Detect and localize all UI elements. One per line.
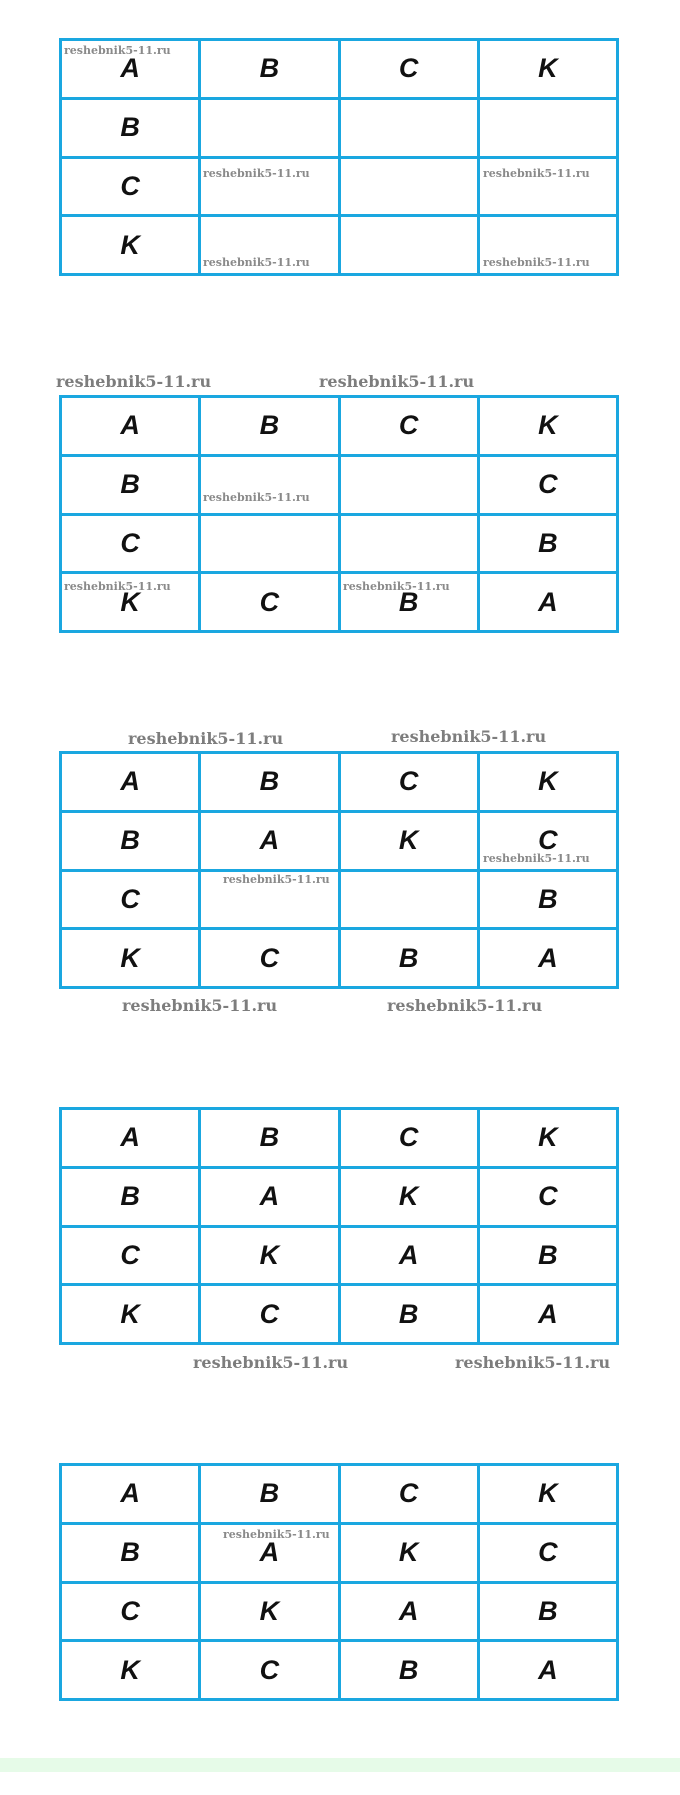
cell-letter: A [120,1122,140,1153]
cell-letter: K [120,1298,140,1329]
cell-letter: A [538,942,558,973]
grid-cell [61,929,200,988]
grid-row [61,514,618,573]
grid-cell [339,1465,478,1524]
watermark-text: reshebnik5-11.ru [64,44,171,57]
grid-cell [478,573,617,632]
watermark-text: reshebnik5-11.ru [203,491,310,504]
grid-row [61,1167,618,1226]
cell-letter: A [120,410,140,441]
grid-row [61,1523,618,1582]
grid-cell [339,1523,478,1582]
watermark-text: reshebnik5-11.ru [122,996,278,1015]
watermark-text: reshebnik5-11.ru [343,580,450,593]
watermark-text: reshebnik5-11.ru [319,372,475,391]
grid-cell [339,40,478,99]
cell-letter: C [259,586,280,617]
watermark-text: reshebnik5-11.ru [483,167,590,180]
cell-letter: A [538,1298,558,1329]
watermark-text: reshebnik5-11.ru [391,727,547,746]
cell-letter: A [259,1181,280,1212]
grid-cell [478,870,617,929]
grid-cell [200,753,339,812]
cell-letter: C [398,410,419,441]
grid-cell [478,1465,617,1524]
grid-cell [200,1109,339,1168]
grid-row [61,455,618,514]
grid-cell [200,514,339,573]
grid-cell [478,1109,617,1168]
cell-letter: C [120,883,140,914]
cell-letter: A [398,1595,419,1626]
grid-cell [478,1523,617,1582]
grid-row [61,98,618,157]
cell-letter: K [120,229,140,260]
watermark-text: reshebnik5-11.ru [56,372,212,391]
cell-letter: K [120,586,140,617]
grid-cell [339,1641,478,1700]
grid-cell [61,1226,200,1285]
grid-cell [61,1167,200,1226]
cell-letter: K [398,1537,419,1568]
watermark-text: reshebnik5-11.ru [203,167,310,180]
cell-letter: C [259,1654,280,1685]
cell-letter: C [538,1181,558,1212]
grid-cell [478,98,617,157]
cell-letter: B [398,1298,419,1329]
grid-row [61,1465,618,1524]
grid-cell [478,1167,617,1226]
cell-letter: B [538,527,558,558]
cell-letter: B [259,766,280,797]
grid-cell [478,1226,617,1285]
cell-letter: B [259,53,280,84]
grid-row [61,1641,618,1700]
grid-cell [478,929,617,988]
grid-cell [61,753,200,812]
cell-letter: B [538,883,558,914]
cell-letter: B [120,112,140,143]
grid-cell [61,216,200,275]
grid-cell [200,1285,339,1344]
grid-cell [339,753,478,812]
cell-letter: K [398,1181,419,1212]
cell-letter: C [120,527,140,558]
footer-band [0,1758,680,1772]
watermark-text: reshebnik5-11.ru [455,1353,611,1372]
latin-square-grid-1 [59,38,619,276]
grid-cell [61,1523,200,1582]
grid-cell [200,1167,339,1226]
cell-letter: B [398,586,419,617]
cell-letter: C [538,1537,558,1568]
grid-cell [339,98,478,157]
grid-row [61,1226,618,1285]
grid-cell [339,397,478,456]
cell-letter: K [398,825,419,856]
cell-letter: B [398,1654,419,1685]
cell-letter: C [538,825,558,856]
grid-cell [478,1641,617,1700]
latin-square-grid-4 [59,1107,619,1345]
grid-cell [339,870,478,929]
cell-letter: B [398,942,419,973]
watermark-text: reshebnik5-11.ru [223,1528,330,1541]
cell-letter: C [538,469,558,500]
watermark-text: reshebnik5-11.ru [203,256,310,269]
grid-cell [200,811,339,870]
grid-cell [61,455,200,514]
cell-letter: B [120,1181,140,1212]
latin-square-grid-5 [59,1463,619,1701]
grid-cell [200,1641,339,1700]
grid-cell [200,929,339,988]
grid-row [61,870,618,929]
cell-letter: B [120,1537,140,1568]
grid-cell [200,1465,339,1524]
cell-letter: B [120,825,140,856]
cell-letter: A [538,1654,558,1685]
cell-letter: C [120,1239,140,1270]
grid-row [61,157,618,216]
grid-cell [478,753,617,812]
cell-letter: B [259,410,280,441]
latin-square-grid-2 [59,395,619,633]
grid-row [61,1109,618,1168]
grid-cell [200,397,339,456]
grid-cell [200,1582,339,1641]
grid-row [61,1285,618,1344]
grid-cell [478,397,617,456]
grid-row [61,929,618,988]
cell-letter: C [259,1298,280,1329]
grid-cell [61,1285,200,1344]
cell-letter: K [120,942,140,973]
cell-letter: K [259,1239,280,1270]
grid-cell [478,40,617,99]
cell-letter: A [120,1478,140,1509]
cell-letter: A [120,766,140,797]
cell-letter: A [120,53,140,84]
grid-cell [61,1582,200,1641]
cell-letter: K [538,1122,558,1153]
cell-letter: C [120,170,140,201]
grid-cell [478,455,617,514]
grid-cell [339,157,478,216]
grid-cell [478,1285,617,1344]
cell-letter: C [398,766,419,797]
cell-letter: B [259,1122,280,1153]
cell-letter: K [259,1595,280,1626]
cell-letter: A [259,825,280,856]
cell-letter: C [398,1122,419,1153]
cell-letter: B [538,1239,558,1270]
grid-cell [478,157,617,216]
cell-letter: B [538,1595,558,1626]
grid-cell [478,514,617,573]
grid-cell [339,1226,478,1285]
cell-letter: C [398,1478,419,1509]
grid-row [61,1582,618,1641]
cell-letter: K [538,53,558,84]
watermark-text: reshebnik5-11.ru [128,729,284,748]
grid-cell [339,1582,478,1641]
cell-letter: C [120,1595,140,1626]
grid-cell [200,157,339,216]
grid-cell [200,455,339,514]
cell-letter: C [398,53,419,84]
grid-cell [61,811,200,870]
cell-letter: A [538,586,558,617]
grid-cell [339,811,478,870]
grid-cell [339,1109,478,1168]
grid-cell [339,514,478,573]
grid-cell [200,573,339,632]
grid-cell [61,870,200,929]
grid-cell [200,98,339,157]
watermark-text: reshebnik5-11.ru [64,580,171,593]
watermark-text: reshebnik5-11.ru [387,996,543,1015]
cell-letter: K [538,410,558,441]
grid-cell [200,40,339,99]
grid-cell [339,455,478,514]
grid-cell [339,929,478,988]
grid-row [61,397,618,456]
grid-cell [478,1582,617,1641]
grid-row [61,753,618,812]
latin-square-grid-3 [59,751,619,989]
cell-letter: B [259,1478,280,1509]
cell-letter: A [398,1239,419,1270]
cell-letter: B [120,469,140,500]
watermark-text: reshebnik5-11.ru [223,873,330,886]
grid-cell [339,1167,478,1226]
grid-cell [61,157,200,216]
watermark-text: reshebnik5-11.ru [483,256,590,269]
grid-cell [339,216,478,275]
cell-letter: K [538,1478,558,1509]
grid-cell [200,1226,339,1285]
grid-cell [61,1641,200,1700]
grid-cell [61,514,200,573]
cell-letter: K [120,1654,140,1685]
grid-cell [61,1465,200,1524]
watermark-text: reshebnik5-11.ru [193,1353,349,1372]
watermark-text: reshebnik5-11.ru [483,852,590,865]
grid-cell [61,397,200,456]
cell-letter: A [259,1537,280,1568]
grid-cell [61,1109,200,1168]
grid-cell [61,98,200,157]
grid-cell [339,1285,478,1344]
cell-letter: C [259,942,280,973]
cell-letter: K [538,766,558,797]
